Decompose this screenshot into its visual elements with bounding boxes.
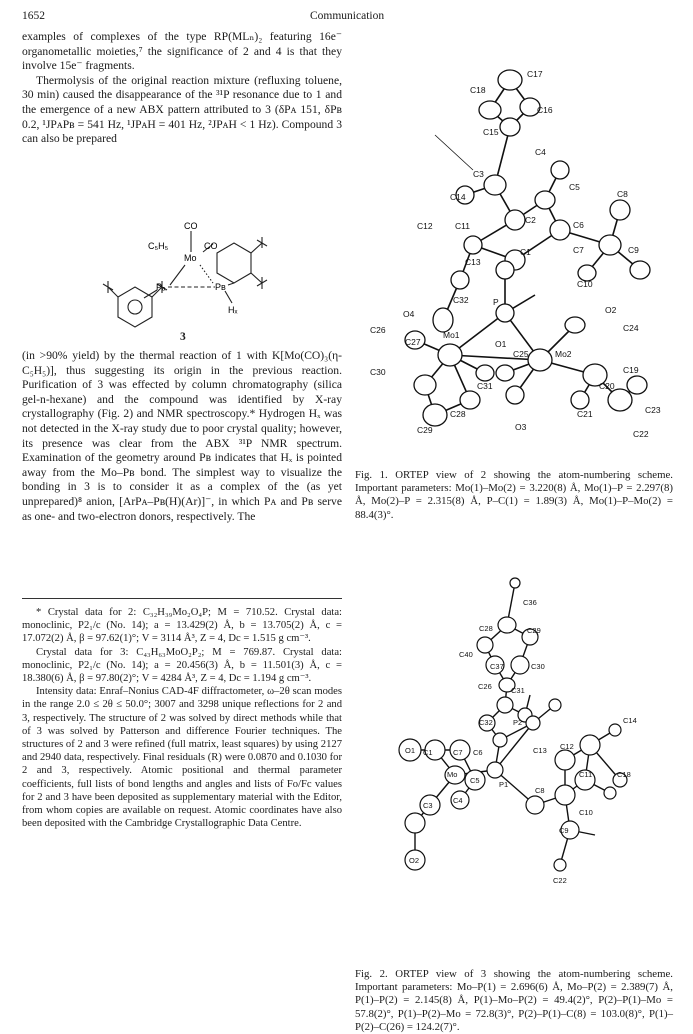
label-c29: C29	[527, 626, 541, 635]
c5h5-label: C₅H₅	[148, 241, 169, 251]
label-c13: C13	[465, 257, 481, 267]
label-c40: C40	[459, 650, 473, 659]
label-c24: C24	[623, 323, 639, 333]
page-number: 1652	[22, 10, 45, 22]
label-c30: C30	[531, 662, 545, 671]
label-c11: C11	[579, 770, 593, 779]
label-c2: C2	[525, 215, 536, 225]
label-mo2: Mo2	[555, 349, 572, 359]
co-label-1: CO	[184, 221, 198, 231]
pa-label: Pₐ	[156, 282, 166, 292]
paragraph-2: Thermolysis of the original reaction mixture (refluxing toluene, 30 min) caused the disappearance of the ³¹P resonance due to 1 and the emergence of a new ABX pattern attributed to 3 (δPᴀ 151, δPʙ 0.2, ¹JPᴀPʙ = 541 Hz, ¹JPᴀH = 401 Hz, ²JPᴀH < 1 Hz). Compound 3 can also be prepared	[22, 73, 342, 146]
label-c12: C12	[560, 742, 574, 751]
label-c22: C22	[553, 876, 567, 885]
label-o1: O1	[495, 339, 507, 349]
label-c29: C29	[417, 425, 433, 435]
footnote-intensity: Intensity data: Enraf–Nonius CAD-4F diffractometer, ω–2θ scan modes in the range 2.0 ≤ 2θ ≤ 50.0°; 3007 and 3298 unique reflections for 2 and 3, respectively. The structure of 2 was solved by direct methods while that of 3 was solved by Patterson and difference Fourier techniques. The structures of 2 and 3 were refined (full matrix, least squares) by using 2127 and 2940 data, respectively. Final residuals (R) were 0.0870 and 0.1030 for 2 and 3, respectively. Atomic positional and thermal parameter coefficients, full lists of bond lengths and angles and lists of Fo/Fc values for 2 and 3 have been deposited as supplementary material with the Editor, from whom copies are available on request. Atomic coordinates have also been deposited with the Cambridge Crystallographic Data Centre.	[22, 686, 342, 830]
label-c14: C14	[623, 716, 637, 725]
label-c28: C28	[450, 409, 466, 419]
compound-3-structure	[100, 215, 300, 331]
label-c16: C16	[537, 105, 553, 115]
left-column-bottom	[22, 349, 342, 524]
label-mo1: Mo1	[443, 330, 460, 340]
label-c22: C22	[633, 429, 649, 439]
label-c14: C14	[450, 192, 466, 202]
figure-1-ortep	[355, 55, 675, 465]
label-c28: C28	[479, 624, 493, 633]
label-c10: C10	[579, 808, 593, 817]
footnote-crystal-3: Crystal data for 3: C₄₃H₆₃MoO₂P₂; M = 769.87. Crystal data: monoclinic, P2₁/c (No. 14); a = 20.456(3) Å, b = 11.501(3) Å, c = 18.380(6) Å, β = 97.80(2)°; V = 4284 Å³, Z = 4, Dc = 1.194 g cm⁻³.	[22, 646, 342, 685]
label-c9: C9	[559, 826, 569, 835]
label-p2: P2	[513, 718, 523, 727]
label-c7: C7	[573, 245, 584, 255]
paragraph-3: (in >90% yield) by the thermal reaction of 1 with K[Mo(CO)₃(η-C₅H₅)], thus suggesting its origin in the previous reaction. Purification of 3 was effected by column chromatography (silica gel-n-hexane) and the compound was identified by X-ray crystallography (Fig. 2) and NMR spectroscopy.* Hydrogen Hₓ was not detected in the X-ray study due to poor crystal quality; however, its presence was clear from the ABX ³¹P NMR spectrum. Examination of the geometry around Pʙ indicates that Hₓ is pointed away from the Mo–Pʙ bond. The simplest way to visualize the bonding in 3 is to consider it as a complex of the (as yet unprepared)⁸ anion, [ArPᴀ–Pʙ(H)(Ar)]⁻, in which Pᴀ and Pʙ serve as one- and two-electron donors, respectively. The	[22, 349, 342, 523]
label-c26: C26	[478, 682, 492, 691]
label-c5: C5	[470, 776, 480, 785]
label-c25: C25	[513, 349, 529, 359]
label-o2: O2	[409, 856, 420, 865]
label-c8: C8	[617, 189, 628, 199]
label-c37: C37	[490, 662, 504, 671]
running-head: Communication	[310, 10, 385, 22]
left-column-top	[22, 30, 342, 147]
label-c31: C31	[477, 381, 493, 391]
label-c32: C32	[479, 718, 493, 727]
footnote-rule	[22, 598, 342, 599]
label-c1: C1	[520, 247, 531, 257]
label-c17: C17	[527, 69, 543, 79]
pb-label: Pʙ	[215, 282, 226, 292]
label-c19: C19	[623, 365, 639, 375]
label-o3: O3	[515, 422, 527, 432]
label-c18: C18	[470, 85, 486, 95]
label-c13: C13	[533, 746, 547, 755]
label-c30: C30	[370, 367, 386, 377]
label-o2: O2	[605, 305, 617, 315]
label-c32: C32	[453, 295, 469, 305]
label-c36: C36	[523, 598, 537, 607]
label-p: P	[493, 297, 499, 307]
label-c23: C23	[645, 405, 661, 415]
mo-label: Mo	[184, 253, 197, 263]
figure-2-ortep	[355, 565, 675, 965]
footnote-crystal-2: * Crystal data for 2: C₃₂H₃₉Mo₂O₄P; M = 710.52. Crystal data: monoclinic, P2₁/c (No. 14); a = 13.429(2) Å, b = 13.705(2) Å, c = 17.072(2) Å, β = 97.62(1)°; V = 3114 Å³, Z = 4, Dc = 1.515 g cm⁻³.	[22, 607, 342, 645]
label-c18: C18	[617, 770, 631, 779]
label-c15: C15	[483, 127, 499, 137]
label-o4: O4	[403, 309, 415, 319]
label-c9: C9	[628, 245, 639, 255]
label-o1: O1	[405, 746, 416, 755]
label-c4: C4	[453, 796, 463, 805]
footnote	[22, 606, 342, 830]
label-c5: C5	[569, 182, 580, 192]
label-c21: C21	[577, 409, 593, 419]
label-c8: C8	[535, 786, 545, 795]
label-mo: Mo	[447, 770, 458, 779]
label-c31: C31	[511, 686, 525, 695]
label-c26: C26	[370, 325, 386, 335]
hx-label: Hₓ	[228, 305, 238, 315]
paragraph-1: examples of complexes of the type RP(MLₙ)₂ featuring 16e⁻ organometallic moieties,⁷ the significance of 2 and 4 is that they involve 15e⁻ fragments.	[22, 30, 342, 73]
label-c3: C3	[473, 169, 484, 179]
compound-number: 3	[180, 331, 186, 343]
co-label-2: CO	[204, 241, 218, 251]
label-c3: C3	[423, 801, 433, 810]
label-c7: C7	[453, 748, 463, 757]
label-c6: C6	[473, 748, 483, 757]
label-c27: C27	[405, 337, 421, 347]
figure-1-caption: Fig. 1. ORTEP view of 2 showing the atom-numbering scheme. Important parameters: Mo(1)–Mo(2) = 3.220(8) Å, Mo(1)–P = 2.297(8) Å, Mo(2)–P = 2.315(8) Å, P–C(1) = 1.89(3) Å, Mo(1)–P–Mo(2) = 88.4(3)°.	[355, 469, 673, 521]
label-c4: C4	[535, 147, 546, 157]
label-c1: C1	[423, 748, 433, 757]
label-c20: C20	[599, 381, 615, 391]
label-c6: C6	[573, 220, 584, 230]
label-c12: C12	[417, 221, 433, 231]
figure-2-caption: Fig. 2. ORTEP view of 3 showing the atom-numbering scheme. Important parameters: Mo–P(1) = 2.696(6) Å, Mo–P(2) = 2.389(7) Å, P(1)–P(2) = 2.145(8) Å, P(1)–Mo–P(2) = 49.4(2)°, P(2)–P(1)–Mo = 57.8(2)°, P(1)–P(2)–Mo = 72.8(3)°, P(2)–P(1)–C(8) = 103.0(8)°, P(1)–P(2)–C(26) = 124.2(7)°.	[355, 968, 673, 1033]
label-p1: P1	[499, 780, 509, 789]
label-c10: C10	[577, 279, 593, 289]
label-c11: C11	[455, 221, 470, 231]
